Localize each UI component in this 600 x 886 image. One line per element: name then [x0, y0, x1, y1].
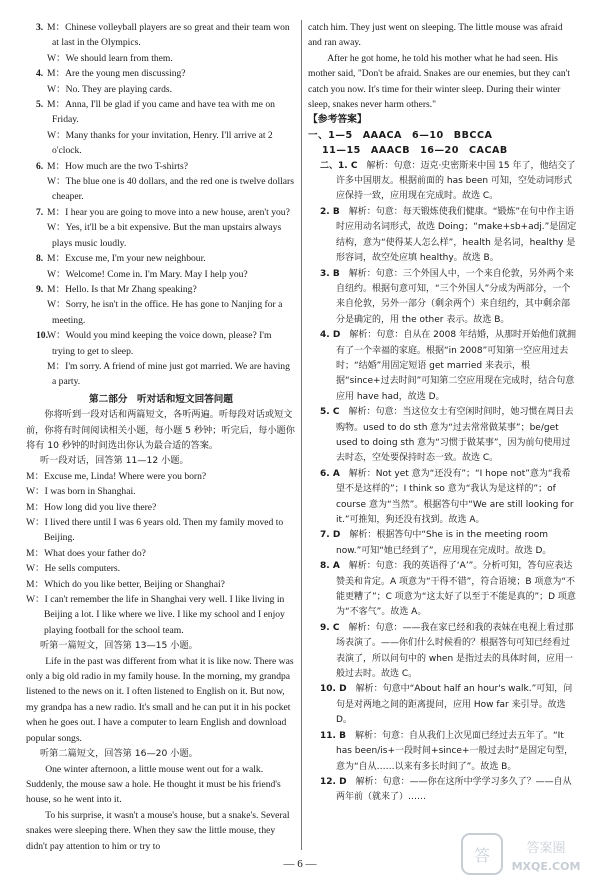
- dialogue-line: [26, 159, 296, 174]
- item-number: 2. B: [320, 206, 340, 217]
- dialogue-text: I was born in Shanghai.: [44, 486, 136, 498]
- item-explanation: 解析：句意：当这位女士有空闲时间时，她习惯在周日去购物。used to do sth 意为“过去常常做某事”；be/get used to doing sth 意为“习惯于做某事”，因为前句使用过去时态，空处要保持时态一致。故选 C。: [336, 407, 574, 464]
- speaker-label: W：: [47, 83, 66, 95]
- item-number: 6. A: [320, 468, 340, 479]
- dialogue-text: Excuse me, I'm your new neighbour.: [65, 253, 206, 265]
- dialogue-text: What does your father do?: [44, 547, 146, 559]
- explanation-item: [308, 159, 578, 205]
- speaker-label: W：: [26, 517, 45, 528]
- dialogue-number: 5.: [36, 99, 44, 111]
- passage-2-continued: catch him. They just went on sleeping. The little mouse was afraid and ran away.: [308, 22, 563, 49]
- right-column: [308, 20, 578, 806]
- passage-2-paragraph-2: To his surprise, it wasn't a mouse's house, but a snake's. Several snakes were sleeping there. When they saw the little mouse, they didn't pay attention to him or try to: [26, 809, 290, 852]
- item-explanation: 解析：句意：我的英语得了‘A’”。分析可知，答句应表达赞美和肯定。A 项意为“干得不错”，符合语境；B 项意为“不能更糟了”；C 项意为“这太好了以至于不能是真的”；D 项意为“不客气”。故选 A。: [336, 561, 576, 618]
- explanation-item: [308, 682, 578, 728]
- speaker-label: W：: [47, 330, 66, 342]
- dialogue-line: [26, 20, 296, 51]
- dialogue-text: We should learn from them.: [65, 52, 173, 64]
- item-explanation: 解析：句意：自从在 2008 年结婚，从那时开始他们就拥有了一个幸福的家庭。根据“in 2008”可知第一空应用过去时；“结婚”用固定短语 get married 来表示，根据“since+过去时间”可知第二空应用现在完成时，结合句意应用 have had，故选 D。: [336, 330, 576, 402]
- item-explanation: 解析：句意：——你在这所中学学习多久了？——自从两年前（就来了）……: [336, 776, 572, 803]
- dialogue-line: [26, 359, 296, 390]
- speaker-label: M：: [47, 99, 66, 111]
- dialogue-text: I hear you are going to move into a new house, aren't you?: [65, 206, 290, 218]
- speaker-label: M：: [47, 206, 66, 218]
- item-number: 二、1. C: [320, 160, 358, 171]
- dialogue-number: 8.: [36, 253, 44, 265]
- dialogue-text: How much are the two T-shirts?: [65, 160, 188, 172]
- svg-text:答: 答: [473, 846, 491, 865]
- dialogue-text: How long did you live there?: [44, 501, 157, 513]
- speaker-label: W：: [47, 176, 66, 188]
- dialogue-line: [26, 592, 296, 638]
- passage-1: Life in the past was different from what it is like now. There was only a big old radio in my family house. In the morning, my grandpa listened to the news on it. I often listened to English on it. But now, my grandpa has a new radio. It's small and he can put it in his pocket when he goes out. I have a computer to learn English and download popular songs.: [26, 655, 294, 744]
- speaker-label: M：: [47, 253, 66, 265]
- answers-line-1: 一、1—5 AAACA 6—10 BBCCA: [308, 129, 493, 141]
- dialogue-line: [26, 128, 296, 159]
- column-divider: [301, 20, 302, 850]
- section-title: 第二部分 听对话和短文回答问题: [89, 393, 233, 405]
- dialogue-number: 7.: [36, 206, 44, 218]
- dialogue-line: [26, 251, 296, 266]
- dialogue-text: The blue one is 40 dollars, and the red one is twelve dollars cheaper.: [52, 176, 294, 203]
- dialogue-line: [26, 561, 296, 576]
- speaker-label: M：: [26, 547, 45, 559]
- explanation-list: [308, 159, 578, 806]
- passage-2-paragraph-1: One winter afternoon, a little mouse went out for a walk. Suddenly, the mouse saw a hole. He thought it must be his friend's house, so he went into it.: [26, 763, 281, 806]
- dialogue-line: [26, 282, 296, 297]
- explanation-item: [308, 559, 578, 621]
- dialogue-number: 10.: [36, 330, 48, 342]
- dialogue-line: [26, 484, 296, 499]
- dialogue-line: [26, 469, 296, 484]
- dialogue-line: [26, 515, 296, 546]
- answers-line-2: 11—15 AAACB 16—20 CACAB: [322, 145, 508, 157]
- speaker-label: M：: [26, 470, 45, 482]
- listening-label-2: 听第一篇短文，回答第 13—15 小题。: [40, 640, 198, 652]
- explanation-item: [308, 467, 578, 529]
- dialogue-line: [26, 500, 296, 515]
- dialogue-text: No. They are playing cards.: [65, 83, 173, 95]
- dialogue-number: 6.: [36, 160, 44, 172]
- svg-text:答案圈: 答案圈: [526, 841, 566, 856]
- speaker-label: M：: [47, 360, 66, 372]
- dialogue-2: [26, 469, 296, 638]
- dialogue-line: [26, 577, 296, 592]
- dialogue-line: [26, 267, 296, 282]
- item-number: 12. D: [320, 776, 347, 787]
- explanation-item: [308, 775, 578, 806]
- watermark-logo: [460, 830, 590, 880]
- item-number: 7. D: [320, 530, 341, 541]
- svg-text:MXQE.COM: MXQE.COM: [511, 860, 581, 873]
- dialogue-text: Hello. Is that Mr Zhang speaking?: [65, 283, 197, 295]
- dialogue-line: [26, 297, 296, 328]
- item-number: 8. A: [320, 561, 340, 572]
- explanation-item: [308, 528, 578, 559]
- left-column: [26, 20, 296, 854]
- speaker-label: M：: [47, 68, 66, 80]
- explanation-item: [308, 205, 578, 267]
- dialogue-line: [26, 97, 296, 128]
- dialogue-line: [26, 328, 296, 359]
- dialogue-text: Yes, it'll be a bit expensive. But the man upstairs always plays music loudly.: [52, 222, 282, 249]
- speaker-label: W：: [47, 268, 66, 280]
- item-explanation: 解析：句意：自从我们上次见面已经过去五年了。“It has been/is+一段时间+since+一般过去时”是固定句型，意为“自从……以来有多长时间了”。故选 B。: [336, 730, 574, 772]
- dialogue-text: He sells computers.: [44, 563, 121, 575]
- dialogue-text: Which do you like better, Beijing or Shanghai?: [44, 578, 225, 590]
- item-explanation: 解析：句意：——我在家已经和我的表妹在电视上看过那场表演了。——你们什么时候看的？根据答句可知已经看过表演了，所以问句中的 when 是指过去的具体时间，应用一般过去时。故选 C。: [336, 622, 574, 680]
- listening-label-3: 听第二篇短文，回答第 16—20 小题。: [40, 748, 198, 760]
- section-instructions: 你将听到一段对话和两篇短文，各听两遍。听每段对话或短文前，你将有时间阅读相关小题，每小题 5 秒钟；听完后，每小题你将有 10 秒钟的时间选出你认为最合适的答案。: [26, 409, 295, 451]
- item-number: 3. B: [320, 268, 340, 279]
- dialogue-text: Are the young men discussing?: [65, 68, 186, 80]
- dialogue-number: 3.: [36, 22, 44, 33]
- speaker-label: M：: [47, 22, 66, 33]
- dialogue-text: Welcome! Come in. I'm Mary. May I help you?: [65, 268, 248, 280]
- dialogue-line: [26, 205, 296, 220]
- speaker-label: W：: [47, 129, 66, 141]
- dialogue-text: Would you mind keeping the voice down, please? I'm trying to get to sleep.: [52, 330, 272, 357]
- item-explanation: 解析：句意：每天锻炼使我们健康。“锻炼”在句中作主语时应用动名词形式，故选 Doing；“make+sb+adj.”是固定结构，意为“使得某人怎么样”，health 是名词，healthy 是形容词，故空处应填 healthy。故选 B。: [336, 206, 577, 264]
- answer-key-title: 【参考答案】: [308, 114, 367, 126]
- item-explanation: 解析：句意：三个外国人中，一个来自伦敦，另外两个来自纽约。根据句意可知，“三个外国人”分成为两部分，一个来自伦敦，另外一部分（剩余两个）来自纽约，其中剩余部分是确定的，用 the other 表示。故选 B。: [336, 268, 574, 325]
- item-explanation: 解析：Not yet 意为“还没有”；“I hope not”意为“我希望不是这样的”；I think so 意为“我认为是这样的”；of course 意为“当然”。根据答句中“We are still looking for it.”可推知，狗还没有找到。故选 A。: [336, 468, 574, 525]
- speaker-label: M：: [47, 160, 66, 172]
- explanation-item: [308, 267, 578, 329]
- dialogue-text: Anna, I'll be glad if you came and have tea with me on Friday.: [52, 99, 275, 126]
- item-explanation: 解析：根据答句中“She is in the meeting room now.”可知“她已经到了”，应用现在完成时。故选 D。: [336, 530, 552, 556]
- item-number: 4. D: [320, 330, 341, 341]
- dialogue-number: 4.: [36, 68, 44, 80]
- listening-label-1: 听一段对话，回答第 11—12 小题。: [40, 455, 189, 467]
- explanation-item: [308, 621, 578, 683]
- dialogue-line: [26, 174, 296, 205]
- speaker-label: W：: [47, 299, 66, 311]
- dialogue-line: [26, 546, 296, 561]
- passage-2-last-paragraph: After he got home, he told his mother what he had seen. His mother said, "Don't be afraid. Snakes are our enemies, but they can't catch you now. It's time for their winter sleep. During their winter sleep, snakes never harm others.": [308, 52, 571, 111]
- item-explanation: 解析：句意中“About half an hour's walk.”可知，问句是对两地之间的距离提问，应用 How far 来引导。故选 D。: [336, 684, 573, 726]
- explanation-item: [308, 405, 578, 467]
- dialogue-text: I lived there until I was 6 years old. Then my family moved to Beijing.: [44, 517, 284, 544]
- dialogue-text: Many thanks for your invitation, Henry. I'll arrive at 2 o'clock.: [52, 129, 273, 157]
- dialogue-list: [26, 20, 296, 390]
- speaker-label: W：: [26, 594, 45, 606]
- explanation-item: [308, 729, 578, 775]
- speaker-label: W：: [26, 486, 45, 498]
- dialogue-text: Chinese volleyball players are so great and their team won at last in the Olympics.: [52, 22, 290, 49]
- dialogue-line: [26, 51, 296, 66]
- dialogue-line: [26, 220, 296, 251]
- speaker-label: M：: [26, 578, 45, 590]
- dialogue-text: Sorry, he isn't in the office. He has gone to Nanjing for a meeting.: [52, 299, 283, 326]
- item-number: 9. C: [320, 622, 340, 633]
- dialogue-text: Excuse me, Linda! Where were you born?: [44, 470, 207, 482]
- item-number: 5. C: [320, 407, 340, 418]
- dialogue-text: I can't remember the life in Shanghai very well. I like living in Beijing a lot. I like where we live. I like my school and I enjoy playing football for the school team.: [44, 594, 285, 636]
- speaker-label: W：: [47, 222, 66, 234]
- item-number: 11. B: [320, 730, 346, 741]
- explanation-item: [308, 328, 578, 405]
- dialogue-line: [26, 66, 296, 81]
- speaker-label: M：: [47, 283, 66, 295]
- speaker-label: W：: [26, 563, 45, 575]
- speaker-label: M：: [26, 501, 45, 513]
- dialogue-number: 9.: [36, 283, 44, 295]
- dialogue-text: I'm sorry. A friend of mine just got married. We are having a party.: [52, 360, 290, 388]
- page-number: — 6 —: [283, 858, 317, 870]
- item-number: 10. D: [320, 684, 347, 695]
- item-explanation: 解析：句意：迈克·史密斯来中国 15 年了，他结交了许多中国朋友。根据前面的 has been 可知，空处动词形式应保持一致，应用现在完成时。故选 C。: [336, 160, 576, 202]
- speaker-label: W：: [47, 52, 66, 64]
- dialogue-line: [26, 82, 296, 97]
